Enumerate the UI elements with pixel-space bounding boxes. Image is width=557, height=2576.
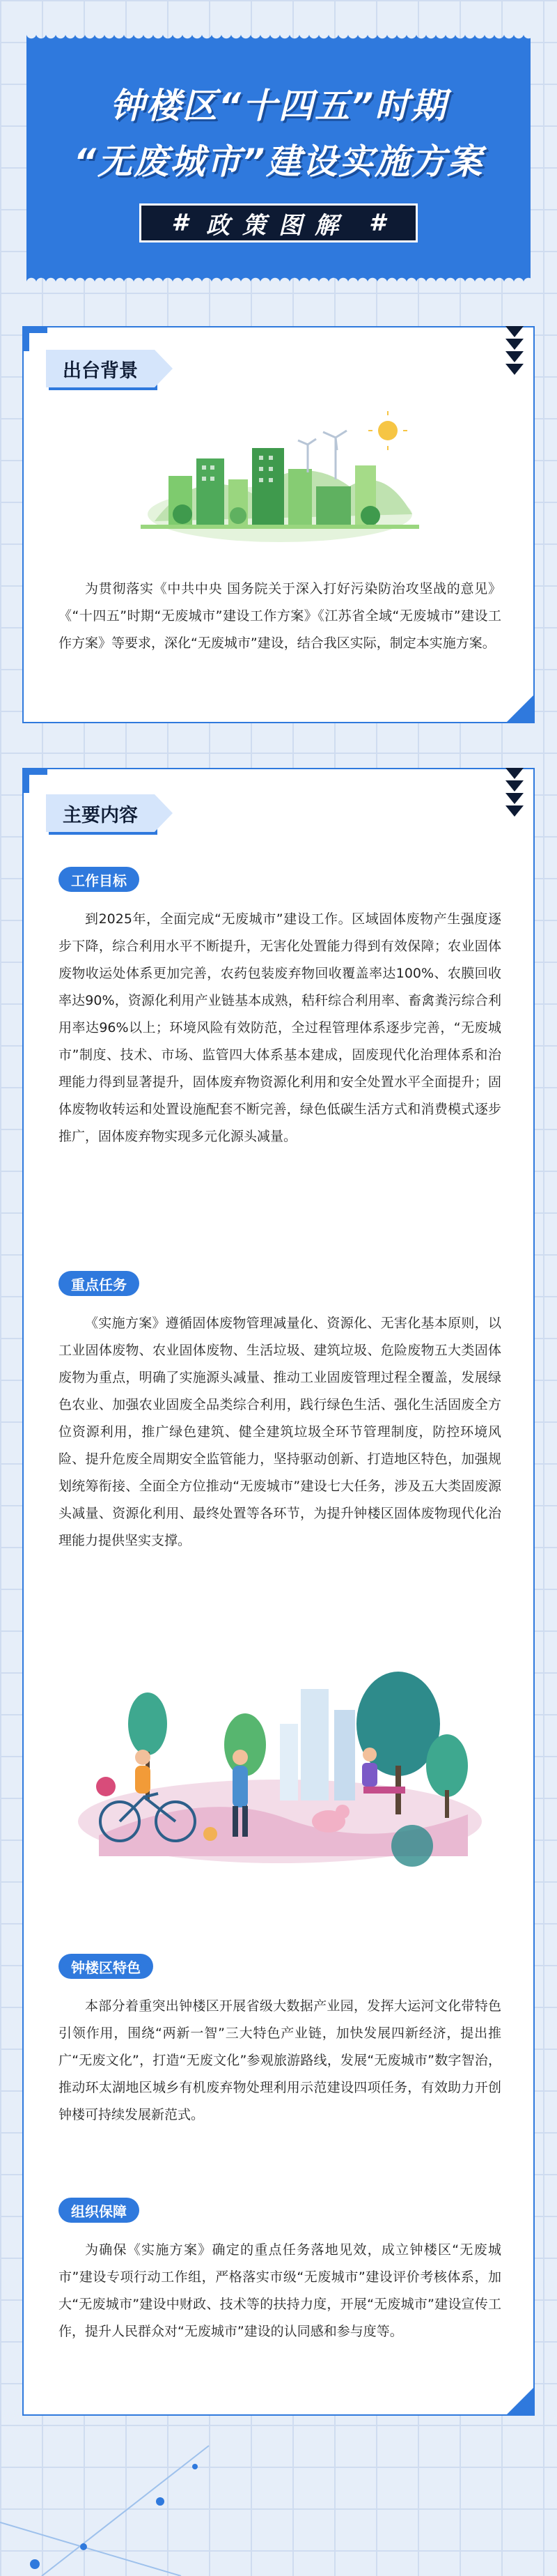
pill-key-tasks: 重点任务: [58, 1271, 139, 1296]
hash-left: #: [171, 209, 188, 237]
background-paragraph: 为贯彻落实《中共中央 国务院关于深入打好污染防治攻坚战的意见》《“十四五”时期“无废城市”建设工作方案》《江苏省全域“无废城市”建设工作方案》等要求，深化“无废城市”建设，结合我区实际，制定本实施方案。: [58, 581, 501, 651]
header-banner: [26, 43, 531, 273]
page-title-line2: “无废城市”建设实施方案: [73, 141, 484, 182]
organizational-guarantee-paragraph: 为确保《实施方案》确定的重点任务落地见效，成立钟楼区“无废城市”建设专项行动工作组，严格落实市级“无废城市”建设评价考核体系，加大“无废城市”建设中财政、技术等的扶持力度，开展“无废城市”建设宣传工作，提升人民群众对“无废城市”建设的认同感和参与度等。: [58, 2242, 501, 2339]
bottom-decoration: [0, 2418, 557, 2576]
corner-decoration: [505, 694, 535, 723]
corner-decoration: [22, 326, 47, 351]
main-content-card: [22, 768, 535, 2416]
policy-tag: [139, 203, 418, 242]
pill-district-features: 钟楼区特色: [58, 1954, 153, 1979]
chevron-decoration: [505, 326, 524, 375]
chevron-decoration: [505, 768, 524, 817]
park-illustration: [71, 1647, 489, 1870]
section-label-background: 出台背景: [46, 350, 155, 387]
pill-work-goal: 工作目标: [58, 867, 139, 892]
background-card: [22, 326, 535, 723]
district-features-paragraph: 本部分着重突出钟楼区开展省级大数据产业园，发挥大运河文化带特色引领作用，围绕“两新一智”三大特色产业链，加快发展四新经济，提出推广“无废文化”，打造“无废文化”参观旅游路线，发展“无废城市”数字智治，推动环太湖地区城乡有机废弃物处理利用示范建设四项任务，有效助力开创钟楼可持续发展新范式。: [58, 1998, 501, 2122]
corner-decoration: [505, 2386, 535, 2416]
key-tasks-paragraph: 《实施方案》遵循固体废物管理减量化、资源化、无害化基本原则，以工业固体废物、农业固体废物、生活垃圾、建筑垃圾、危险废物五大类固体废物为重点，明确了实施源头减量、推动工业固废管理过程全覆盖，发展绿色农业、加强农业固废全品类综合利用，践行绿色生活、强化生活固废全方位资源利用，推广绿色建筑、健全建筑垃圾全环节管理制度，防控环境风险、提升危废全周期安全监管能力，坚持驱动创新、打造地区特色，加强规划统筹衔接、全面全方位推动“无废城市”建设七大任务，涉及五大类固废源头减量、资源化利用、最终处置等各环节，为提升钟楼区固体废物现代化治理能力提供坚实支撑。: [58, 1316, 501, 1548]
green-city-illustration: [141, 410, 419, 542]
section-label-main: 主要内容: [46, 794, 155, 832]
work-goal-paragraph: 到2025年，全面完成“无废城市”建设工作。区域固体废物产生强度逐步下降，综合利用水平不断提升，无害化处置能力得到有效保障；农业固体废物收运处体系更加完善，农药包装废弃物回收覆盖率达100%、农膜回收率达90%，资源化利用产业链基本成熟，秸秆综合利用率、畜禽粪污综合利用率达96%以上；环境风险有效防范，全过程管理体系逐步完善，“无废城市”制度、技术、市场、监管四大体系基本建成，固废现代化治理体系和治理能力得到显著提升，固体废弃物资源化利用和安全处置水平全面提升；固体废物收转运和处置设施配套不断完善，绿色低碳生活方式和消费模式逐步推广，固体废弃物实现多元化源头减量。: [58, 911, 501, 1144]
page-title-line1: 钟楼区“十四五”时期: [109, 86, 448, 126]
hash-right: #: [369, 209, 386, 237]
policy-tag-text: 政策图解: [206, 211, 351, 240]
pill-organizational-guarantee: 组织保障: [58, 2198, 139, 2223]
corner-decoration: [22, 768, 47, 793]
